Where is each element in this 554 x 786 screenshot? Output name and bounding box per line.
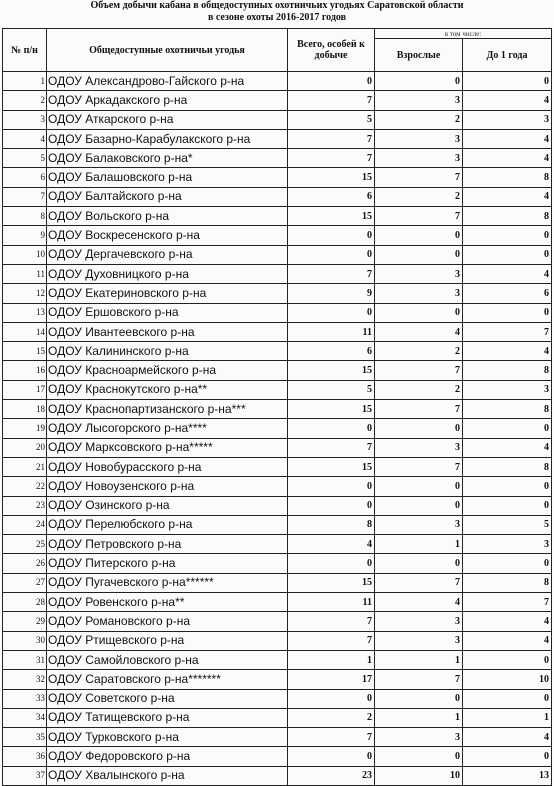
row-name: ОДОУ Татищевского р-на xyxy=(47,708,288,727)
row-name: ОДОУ Дергачевского р-на xyxy=(47,245,288,264)
row-adults: 7 xyxy=(375,670,463,689)
row-total: 9 xyxy=(288,284,375,303)
row-under1: 4 xyxy=(463,438,552,457)
row-number: 15 xyxy=(3,342,47,361)
row-under1: 0 xyxy=(463,689,552,708)
row-total: 7 xyxy=(288,129,375,148)
row-total: 17 xyxy=(288,670,375,689)
row-total: 23 xyxy=(288,766,375,785)
row-under1: 0 xyxy=(463,650,552,669)
row-number: 1 xyxy=(3,72,47,91)
row-under1: 4 xyxy=(463,129,552,148)
row-under1: 4 xyxy=(463,342,552,361)
row-under1: 0 xyxy=(463,747,552,766)
row-total: 7 xyxy=(288,264,375,283)
row-number: 35 xyxy=(3,728,47,747)
row-under1: 3 xyxy=(463,110,552,129)
row-number: 14 xyxy=(3,322,47,341)
row-name: ОДОУ Краснокутского р-на** xyxy=(47,380,288,399)
row-adults: 1 xyxy=(375,708,463,727)
row-number: 16 xyxy=(3,361,47,380)
row-number: 29 xyxy=(3,612,47,631)
row-under1: 10 xyxy=(463,670,552,689)
row-total: 7 xyxy=(288,728,375,747)
row-under1: 4 xyxy=(463,264,552,283)
row-under1: 4 xyxy=(463,728,552,747)
row-total: 15 xyxy=(288,207,375,226)
row-under1: 8 xyxy=(463,168,552,187)
row-name: ОДОУ Вольского р-на xyxy=(47,207,288,226)
row-name: ОДОУ Ртищевского р-на xyxy=(47,631,288,650)
row-total: 0 xyxy=(288,747,375,766)
table-row xyxy=(3,226,552,245)
row-name: ОДОУ Хвалынского р-на xyxy=(47,766,288,785)
row-number: 25 xyxy=(3,535,47,554)
row-name: ОДОУ Ивантеевского р-на xyxy=(47,322,288,341)
row-total: 0 xyxy=(288,689,375,708)
table-row xyxy=(3,612,552,631)
row-name: ОДОУ Романовского р-на xyxy=(47,612,288,631)
row-under1: 8 xyxy=(463,361,552,380)
header-under1: До 1 года xyxy=(463,39,552,72)
row-adults: 0 xyxy=(375,689,463,708)
row-under1: 4 xyxy=(463,612,552,631)
table-row xyxy=(3,245,552,264)
row-name: ОДОУ Федоровского р-на xyxy=(47,747,288,766)
row-adults: 2 xyxy=(375,342,463,361)
row-number: 31 xyxy=(3,650,47,669)
row-under1: 13 xyxy=(463,766,552,785)
row-adults: 3 xyxy=(375,438,463,457)
row-under1: 0 xyxy=(463,72,552,91)
row-adults: 0 xyxy=(375,496,463,515)
row-under1: 7 xyxy=(463,593,552,612)
table-row xyxy=(3,419,552,438)
row-total: 7 xyxy=(288,149,375,168)
row-number: 28 xyxy=(3,593,47,612)
table-row xyxy=(3,477,552,496)
table-row xyxy=(3,650,552,669)
table-row xyxy=(3,573,552,592)
row-total: 0 xyxy=(288,245,375,264)
row-under1: 7 xyxy=(463,322,552,341)
row-name: ОДОУ Екатериновского р-на xyxy=(47,284,288,303)
row-number: 33 xyxy=(3,689,47,708)
harvest-table xyxy=(2,28,552,786)
row-total: 5 xyxy=(288,380,375,399)
table-row xyxy=(3,342,552,361)
row-total: 15 xyxy=(288,400,375,419)
row-under1: 1 xyxy=(463,708,552,727)
row-number: 21 xyxy=(3,457,47,476)
row-adults: 3 xyxy=(375,515,463,534)
row-number: 20 xyxy=(3,438,47,457)
table-row xyxy=(3,728,552,747)
row-name: ОДОУ Балтайского р-на xyxy=(47,187,288,206)
row-adults: 3 xyxy=(375,91,463,110)
row-total: 5 xyxy=(288,110,375,129)
row-number: 6 xyxy=(3,168,47,187)
row-adults: 3 xyxy=(375,284,463,303)
row-name: ОДОУ Петровского р-на xyxy=(47,535,288,554)
row-total: 11 xyxy=(288,593,375,612)
row-name: ОДОУ Новобурасского р-на xyxy=(47,457,288,476)
table-body xyxy=(3,72,552,786)
row-name: ОДОУ Турковского р-на xyxy=(47,728,288,747)
row-adults: 4 xyxy=(375,593,463,612)
row-name: ОДОУ Советского р-на xyxy=(47,689,288,708)
row-name: ОДОУ Саратовского р-на******* xyxy=(47,670,288,689)
row-total: 6 xyxy=(288,342,375,361)
row-name: ОДОУ Балашовского р-на xyxy=(47,168,288,187)
row-number: 23 xyxy=(3,496,47,515)
row-number: 10 xyxy=(3,245,47,264)
table-row xyxy=(3,91,552,110)
row-number: 36 xyxy=(3,747,47,766)
row-total: 0 xyxy=(288,226,375,245)
table-row xyxy=(3,400,552,419)
row-under1: 0 xyxy=(463,477,552,496)
row-adults: 0 xyxy=(375,747,463,766)
row-name: ОДОУ Балаковского р-на* xyxy=(47,149,288,168)
row-name: ОДОУ Краснопартизанского р-на*** xyxy=(47,400,288,419)
row-under1: 0 xyxy=(463,554,552,573)
row-name: ОДОУ Александрово-Гайского р-на xyxy=(47,72,288,91)
row-under1: 4 xyxy=(463,149,552,168)
row-adults: 2 xyxy=(375,110,463,129)
row-under1: 0 xyxy=(463,245,552,264)
row-adults: 3 xyxy=(375,129,463,148)
header-total: Всего, особей к добыче xyxy=(288,29,375,72)
row-under1: 4 xyxy=(463,631,552,650)
row-adults: 7 xyxy=(375,207,463,226)
row-number: 8 xyxy=(3,207,47,226)
table-row xyxy=(3,129,552,148)
header-in-that-number: в том числе: xyxy=(375,29,552,39)
row-under1: 3 xyxy=(463,535,552,554)
row-adults: 0 xyxy=(375,477,463,496)
row-total: 1 xyxy=(288,650,375,669)
row-number: 27 xyxy=(3,573,47,592)
row-number: 11 xyxy=(3,264,47,283)
row-name: ОДОУ Духовницкого р-на xyxy=(47,264,288,283)
row-under1: 8 xyxy=(463,207,552,226)
row-name: ОДОУ Красноармейского р-на xyxy=(47,361,288,380)
row-total: 0 xyxy=(288,496,375,515)
table-row xyxy=(3,457,552,476)
row-total: 15 xyxy=(288,457,375,476)
row-adults: 0 xyxy=(375,419,463,438)
table-row xyxy=(3,207,552,226)
table-row xyxy=(3,72,552,91)
table-row xyxy=(3,303,552,322)
table-row xyxy=(3,554,552,573)
row-number: 17 xyxy=(3,380,47,399)
table-row xyxy=(3,438,552,457)
row-number: 9 xyxy=(3,226,47,245)
row-adults: 7 xyxy=(375,573,463,592)
row-total: 7 xyxy=(288,438,375,457)
row-total: 7 xyxy=(288,631,375,650)
row-under1: 3 xyxy=(463,380,552,399)
table-row xyxy=(3,168,552,187)
row-adults: 7 xyxy=(375,168,463,187)
row-total: 11 xyxy=(288,322,375,341)
row-name: ОДОУ Ровенского р-на** xyxy=(47,593,288,612)
table-row xyxy=(3,535,552,554)
row-number: 24 xyxy=(3,515,47,534)
row-adults: 0 xyxy=(375,72,463,91)
row-adults: 2 xyxy=(375,187,463,206)
table-row xyxy=(3,284,552,303)
document-title xyxy=(0,0,554,24)
row-adults: 10 xyxy=(375,766,463,785)
row-under1: 0 xyxy=(463,419,552,438)
row-total: 0 xyxy=(288,477,375,496)
row-number: 37 xyxy=(3,766,47,785)
row-name: ОДОУ Питерского р-на xyxy=(47,554,288,573)
row-name: ОДОУ Лысогорского р-на**** xyxy=(47,419,288,438)
row-name: ОДОУ Марксовского р-на***** xyxy=(47,438,288,457)
table-row xyxy=(3,322,552,341)
row-name: ОДОУ Перелюбского р-на xyxy=(47,515,288,534)
row-name: ОДОУ Озинского р-на xyxy=(47,496,288,515)
row-total: 2 xyxy=(288,708,375,727)
header-num: № п/н xyxy=(3,29,47,72)
table-row xyxy=(3,708,552,727)
row-number: 5 xyxy=(3,149,47,168)
row-adults: 3 xyxy=(375,728,463,747)
row-name: ОДОУ Самойловского р-на xyxy=(47,650,288,669)
row-adults: 0 xyxy=(375,303,463,322)
row-adults: 7 xyxy=(375,400,463,419)
row-name: ОДОУ Новоузенского р-на xyxy=(47,477,288,496)
row-under1: 0 xyxy=(463,303,552,322)
row-total: 0 xyxy=(288,72,375,91)
row-name: ОДОУ Аркадакского р-на xyxy=(47,91,288,110)
row-adults: 0 xyxy=(375,554,463,573)
row-number: 26 xyxy=(3,554,47,573)
row-adults: 7 xyxy=(375,457,463,476)
row-total: 0 xyxy=(288,554,375,573)
table-row xyxy=(3,593,552,612)
table-row xyxy=(3,515,552,534)
row-adults: 3 xyxy=(375,264,463,283)
row-number: 22 xyxy=(3,477,47,496)
row-total: 7 xyxy=(288,612,375,631)
table-row xyxy=(3,149,552,168)
row-under1: 5 xyxy=(463,515,552,534)
row-total: 15 xyxy=(288,168,375,187)
row-adults: 2 xyxy=(375,380,463,399)
row-adults: 3 xyxy=(375,612,463,631)
table-row xyxy=(3,670,552,689)
row-name: ОДОУ Базарно-Карабулакского р-на xyxy=(47,129,288,148)
row-name: ОДОУ Калининского р-на xyxy=(47,342,288,361)
row-total: 8 xyxy=(288,515,375,534)
header-name: Общедоступные охотничьи угодья xyxy=(47,29,288,72)
table-row xyxy=(3,380,552,399)
row-name: ОДОУ Пугачевского р-на****** xyxy=(47,573,288,592)
row-total: 0 xyxy=(288,419,375,438)
row-number: 4 xyxy=(3,129,47,148)
row-adults: 4 xyxy=(375,322,463,341)
row-number: 18 xyxy=(3,400,47,419)
row-adults: 1 xyxy=(375,650,463,669)
table-row xyxy=(3,689,552,708)
row-adults: 3 xyxy=(375,631,463,650)
row-number: 19 xyxy=(3,419,47,438)
header-adults: Взрослые xyxy=(375,39,463,72)
row-under1: 0 xyxy=(463,496,552,515)
row-name: ОДОУ Аткарского р-на xyxy=(47,110,288,129)
table-row xyxy=(3,631,552,650)
row-under1: 0 xyxy=(463,226,552,245)
row-under1: 8 xyxy=(463,400,552,419)
table-row xyxy=(3,110,552,129)
row-total: 4 xyxy=(288,535,375,554)
row-adults: 7 xyxy=(375,361,463,380)
row-adults: 3 xyxy=(375,149,463,168)
table-row xyxy=(3,187,552,206)
row-number: 2 xyxy=(3,91,47,110)
row-under1: 8 xyxy=(463,573,552,592)
row-adults: 0 xyxy=(375,226,463,245)
row-number: 3 xyxy=(3,110,47,129)
row-total: 7 xyxy=(288,91,375,110)
table-row xyxy=(3,747,552,766)
row-name: ОДОУ Ершовского р-на xyxy=(47,303,288,322)
row-number: 32 xyxy=(3,670,47,689)
row-total: 15 xyxy=(288,361,375,380)
row-adults: 1 xyxy=(375,535,463,554)
row-under1: 8 xyxy=(463,457,552,476)
row-under1: 4 xyxy=(463,187,552,206)
table-row xyxy=(3,496,552,515)
row-total: 0 xyxy=(288,303,375,322)
table-row xyxy=(3,361,552,380)
row-name: ОДОУ Воскресенского р-на xyxy=(47,226,288,245)
title-line-2: в сезоне охоты 2016-2017 годов xyxy=(207,12,347,23)
row-under1: 4 xyxy=(463,91,552,110)
row-adults: 0 xyxy=(375,245,463,264)
row-number: 7 xyxy=(3,187,47,206)
row-number: 34 xyxy=(3,708,47,727)
row-number: 12 xyxy=(3,284,47,303)
table-row xyxy=(3,264,552,283)
table-row xyxy=(3,766,552,785)
row-number: 13 xyxy=(3,303,47,322)
row-total: 15 xyxy=(288,573,375,592)
row-total: 6 xyxy=(288,187,375,206)
title-line-1: Объем добычи кабана в общедоступных охотничьих угодьях Саратовской области xyxy=(90,0,464,11)
row-under1: 6 xyxy=(463,284,552,303)
row-number: 30 xyxy=(3,631,47,650)
